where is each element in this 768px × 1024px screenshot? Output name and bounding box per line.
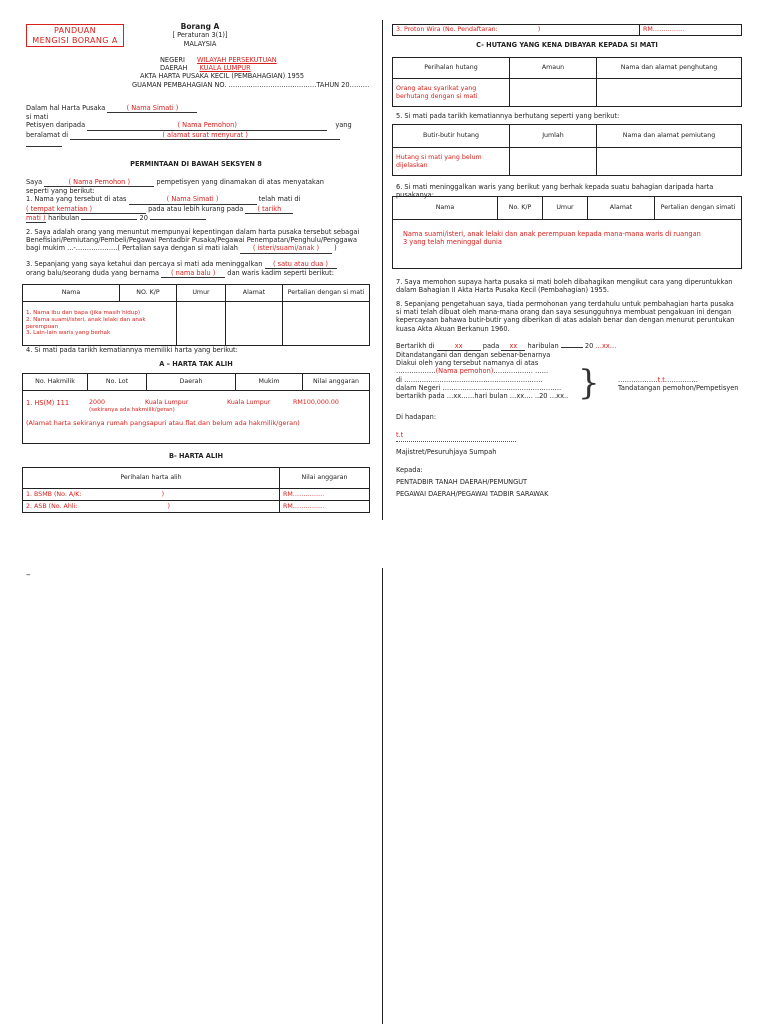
form-regulation: [ Peraturan 3(1)] (172, 31, 228, 40)
harta-alih-1-close: ) (161, 490, 165, 498)
para-5: 5. Si mati pada tarikh kematiannya berhutang seperti yang berikut: (396, 112, 620, 120)
negeri-label: NEGERI (160, 56, 185, 64)
th6-nama: Nama (393, 197, 498, 220)
pada-xx: xx (509, 342, 518, 350)
di-hadapan: Di hadapan: (396, 413, 437, 421)
p3-l1: 3. Sepanjang yang saya ketahui dan percaya si mati ada meninggalkan (26, 260, 263, 268)
para-8: 8. Sepanjang pengetahuan saya, tiada permohonan yang terdahulu untuk pembahagian harta pusaka si mati telah dibuat oleh mana-mana orang dan saya sesungguhnya membuat pengakuan ini dengan kepercayaan bahawa butir-butir yang diberikan di atas adalah benar dan dengan menurut peruntukan kuasa Akta Akuan Berkanun 1960. (396, 300, 735, 333)
intro-l2: si mati (26, 113, 49, 122)
form-country: MALAYSIA (183, 39, 217, 48)
table-a-title: A – HARTA TAK ALIH (159, 360, 233, 368)
p3-balu: ( nama balu ) (170, 269, 216, 278)
act-name: AKTA HARTA PUSAKA KECIL (PEMBAHAGIAN) 1955 (140, 72, 305, 81)
hutang-5-jumlah (510, 148, 597, 176)
p1-saya: Saya (26, 178, 43, 186)
page2-mark: – (26, 570, 31, 580)
th-alamat: Alamat (226, 285, 283, 302)
th5-jumlah: Jumlah (510, 125, 597, 148)
th6-umur: Umur (543, 197, 588, 220)
harta-alih-table (22, 467, 370, 513)
th6-alamat: Alamat (588, 197, 655, 220)
table-b-title: B- HARTA ALIH (168, 452, 224, 460)
pentadbir-label: PENTADBIR TANAH DAERAH/PEMUNGUT (396, 478, 528, 486)
p2-l2: Benefisiari/Pemiutang/Pembeli/Pegawai Pentadbir Pusaka/Pegawai Penempatan/Penghulu/Penggawa (26, 236, 357, 245)
th6-kp: No. K/P (498, 197, 543, 220)
thb-nilai: Nilai anggaran (280, 468, 370, 489)
waris-pertalian-cell (283, 302, 370, 346)
p1-pemohon: ( Nama Pemohon ) (68, 178, 131, 186)
intro-yang: yang (335, 121, 352, 130)
para-7: 7. Saya memohon supaya harta pusaka si mati boleh dibahagikan mengikut cara yang diperuntukkan dalam Bahagian II Akta Harta Pusaka Kecil (Pembahagian) 1955. (396, 278, 733, 295)
guide-line2: MENGISI BORANG A (32, 35, 118, 45)
waris-table (22, 284, 370, 346)
thb-perihalan: Perihalan harta alih (23, 468, 280, 489)
section-title: PERMINTAAN DI BAWAH SEKSYEN 8 (130, 160, 262, 168)
th6-pertalian: Pertalian dengan simati (655, 197, 742, 220)
hutang-c-row: Orang atau syarikat yang berhutang dengan si mati (393, 79, 510, 107)
bertarikh-line (396, 342, 746, 351)
th-umur: Umur (177, 285, 226, 302)
tha-daerah: Daerah (147, 374, 236, 391)
bertarikh-label: Bertarikh di (396, 342, 435, 350)
hutang-kepada-si-mati-table (392, 57, 742, 107)
waris-6-row (393, 220, 742, 269)
harta-alih-2-label: 2. ASB (No. Ahli: (26, 502, 78, 510)
proton-row (392, 24, 742, 36)
intro-l3: Petisyen daripada (26, 121, 86, 130)
p3-bilangan: ( satu atau dua ) (272, 260, 329, 268)
p3-l2b: dan waris kadim seperti berikut: (227, 269, 334, 278)
mukim-value: Kuala Lumpur (227, 399, 271, 406)
waris-simati-table (392, 196, 742, 269)
th5-butir: Butir-butir hutang (393, 125, 510, 148)
negeri-value: WILAYAH PERSEKUTUAN (197, 56, 277, 64)
hakmilik-value: 1. HS(M) 111 (26, 399, 70, 407)
tha-mukim: Mukim (236, 374, 303, 391)
intro-simati: ( Nama Simati ) (126, 104, 179, 112)
waris-6-text: Nama suami/isteri, anak lelaki dan anak perempuan kepada mana-mana waris di ruangan 3 yang telah meninggal dunia (403, 230, 701, 247)
pegawai-label: PEGAWAI DAERAH/PEGAWAI TADBIR SARAWAK (396, 490, 549, 498)
column-divider (382, 20, 383, 520)
hutang-5-row: Hutang si mati yang belum dijelaskan (393, 148, 510, 176)
bertarikh-xx: xx (454, 342, 463, 350)
harta-tak-alih-table (22, 373, 370, 444)
majistret-tt: t.t (396, 431, 404, 439)
p2-pertalian: ( isteri/suami/anak ) (252, 244, 320, 253)
waris-alamat-cell (226, 302, 283, 346)
tahun-xx: …xx… (595, 342, 617, 350)
majistret-sign-line (396, 440, 516, 442)
para-3 (26, 260, 371, 278)
p2-l1: 2. Saya adalah orang yang menuntut mempunyai kepentingan dalam harta pusaka tersebut sebagai (26, 228, 360, 236)
th5-nama: Nama dan alamat pemiutang (597, 125, 742, 148)
brace-symbol: } (578, 363, 600, 403)
hutang-si-mati-table (392, 124, 742, 176)
haribulan-label: haribulan (527, 342, 559, 350)
decl-di: di (396, 375, 403, 384)
waris-rows (23, 302, 177, 346)
kepada-label: Kepada: (396, 466, 423, 474)
table-c-title: C- HUTANG YANG KENA DIBAYAR KEPADA SI MATI (476, 41, 658, 49)
column-divider-lower (382, 568, 383, 1024)
intro-l1: Dalam hal Harta Pusaka (26, 104, 106, 112)
decl-bertarikh-pada: bertarikh pada …xx……hari bulan …xx…. ..20 …xx.. (396, 392, 569, 401)
lot-value: 2000 (89, 399, 106, 406)
daerah-value-cell: Kuala Lumpur (145, 399, 189, 406)
tahun-label: 20 (584, 342, 594, 350)
ditandatangani: Ditandatangani dan dengan sebenar-benarnya (396, 351, 551, 359)
signature-tt: t.t (657, 376, 665, 384)
p3-l2: orang balu/seorang duda yang bernama (26, 269, 160, 278)
th-nama: Nama (23, 285, 120, 302)
para-1 (26, 178, 366, 223)
form-jurisdiction (132, 56, 370, 89)
intro-l4: beralamat di (26, 130, 69, 139)
thc-perihalan: Perihalan hutang (393, 58, 510, 79)
tha-nilai: Nilai anggaran (303, 374, 370, 391)
p1-rest: pempetisyen yang dinamakan di atas menyatakan (156, 178, 324, 186)
nilai-value: RM100,000.00 (293, 399, 339, 406)
decl-nama-pemohon: (Nama pemohon) (435, 367, 494, 376)
signature-block: ………………t.t…………… Tandatangan pemohon/Pempetisyen (618, 376, 748, 392)
p1-simati: ( Nama Simati ) (166, 195, 219, 204)
intro-block (26, 104, 366, 149)
th-pertalian: Pertalian dengan si mati (283, 285, 370, 302)
diakui: Diakui oleh yang tersebut namanya di atas (396, 359, 539, 368)
harta-alih-1 (23, 489, 280, 501)
proton-text: 3. Proton Wira (No. Pendaftaran: (396, 26, 498, 33)
tha-lot: No. Lot (88, 374, 147, 391)
waris-row-2: 2. Nama suami/isteri, anak lelaki dan anak perempuan (26, 316, 146, 330)
waris-row-3: 3. Lain-lain waris yang berhak (26, 330, 111, 337)
declaration-block: Ditandatangani dan dengan sebenar-benarnya Diakui oleh yang tersebut namanya di atas ………………(Nama pemohon)……………… …… di ……………………………………………………… dalam Negeri ……………………………………………… bertarikh pada …xx……hari bulan …xx…. ..20 …xx.. (396, 351, 596, 400)
pada-label: pada (482, 342, 500, 350)
hutang-c-nama (597, 79, 742, 107)
thc-nama: Nama dan alamat penghutang (597, 58, 742, 79)
p1-mati: mati ) (26, 213, 46, 222)
signature-label: Tandatangan pemohon/Pempetisyen (618, 384, 739, 393)
lot-note: (sekiranya ada hakmilik/geran) (89, 407, 175, 413)
p1-haribulan: haribulan (48, 213, 80, 222)
p1-tarikh: ( tarikh (257, 204, 282, 213)
p1-tempat: ( tempat kematian ) (26, 204, 93, 213)
tha-hakmilik: No. Hakmilik (23, 374, 88, 391)
majistret-label: Majistret/Pesuruhjaya Sumpah (396, 448, 497, 456)
hutang-5-nama (597, 148, 742, 176)
form-header (160, 22, 240, 48)
p1-l2: seperti yang berikut: (26, 187, 95, 196)
harta-alih-2 (23, 501, 280, 513)
intro-pemohon: ( Nama Pemohon) (177, 121, 237, 130)
p2-l3: bagi mukim ...-……………….( Pertalian saya dengan si mati ialah (26, 244, 238, 253)
thc-amaun: Amaun (510, 58, 597, 79)
proton-label (393, 25, 640, 36)
guide-line1: PANDUAN (53, 26, 97, 35)
form-title: Borang A (180, 22, 220, 31)
harta-alih-2-close: ) (167, 502, 170, 510)
harta-alih-2-nilai: RM…………… (280, 501, 370, 513)
th-kp: NO. K/P (120, 285, 177, 302)
harta-alih-1-nilai: RM…………… (280, 489, 370, 501)
alamat-harta-note: (Alamat harta sekiranya rumah pangsapuri atau flat dan belum ada hakmilik/geran) (26, 419, 300, 427)
guide-badge (26, 24, 124, 47)
proton-rm: RM…………… (640, 25, 742, 36)
waris-umur-cell (177, 302, 226, 346)
p1-l4b: pada atau lebih kurang pada (148, 204, 244, 213)
daerah-value: KUALA LUMPUR (199, 64, 251, 73)
p1-year: 20 (139, 213, 148, 222)
waris-row-1: 1. Nama ibu dan bapa (jika masih hidup) (26, 309, 141, 316)
guaman-line: GUAMAN PEMBAHAGIAN NO. ………………………………….TAHUN 20……… (132, 80, 370, 89)
hutang-c-amaun (510, 79, 597, 107)
decl-dalam-negeri: dalam Negeri (396, 383, 441, 392)
p1-l3b: telah mati di (258, 195, 301, 204)
harta-row (23, 391, 370, 444)
para-6: 6. Si mati meninggalkan waris yang berikut yang berhak kepada suatu bahagian daripada harta pusakanya: (396, 183, 714, 200)
para-2: 2. Saya adalah orang yang menuntut mempunyai kepentingan dalam harta pusaka tersebut sebagai Benefisiari/Pemiutang/Pembeli/Pegawai Pentadbir Pusaka/Pegawai Penempatan/Penghulu/Penggawa bagi mukim ...-……………….( Pertalian saya dengan si mati ialah ( isteri/suami/anak ) ) (26, 228, 366, 254)
p1-l3a: 1. Nama yang tersebut di atas (26, 195, 127, 204)
intro-alamat: ( alamat surat menyurat ) (162, 130, 248, 139)
harta-alih-1-label: 1. BSMB (No. A/K: (26, 490, 82, 498)
daerah-label: DAERAH (160, 64, 188, 73)
proton-close: ) (537, 26, 541, 33)
para-4: 4. Si mati pada tarikh kematiannya memiliki harta yang berikut: (26, 346, 238, 354)
